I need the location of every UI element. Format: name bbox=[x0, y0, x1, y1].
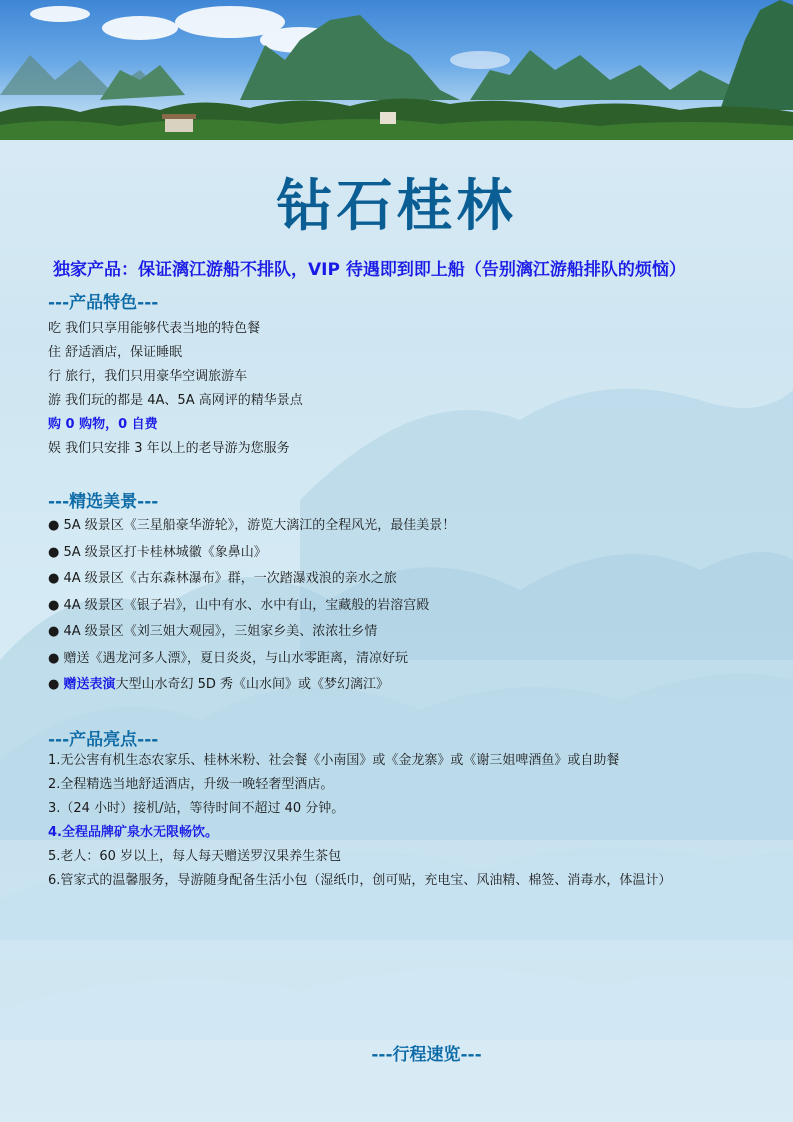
highlights-list bbox=[48, 749, 768, 893]
itinerary-heading: ---行程速览--- bbox=[371, 1045, 482, 1065]
highlights-heading: ---产品亮点--- bbox=[48, 730, 159, 750]
highlight-item-water: 4.全程品牌矿泉水无限畅饮。 bbox=[48, 825, 218, 840]
feature-item: 吃 我们只享用能够代表当地的特色餐 bbox=[48, 321, 261, 336]
highlight-item: 6.管家式的温馨服务，导游随身配备生活小包（湿纸巾，创可贴，充电宝、风油精、棉签、消毒水，体温计） bbox=[48, 873, 672, 888]
scenery-item: ● 5A 级景区《三星船豪华游轮》，游览大漓江的全程风光，最佳美景！ bbox=[48, 518, 456, 533]
page-title: 钻石桂林 bbox=[276, 174, 517, 239]
scenery-item: ● 赠送《遇龙河多人漂》，夏日炎炎，与山水零距离，清凉好玩 bbox=[48, 650, 408, 666]
feature-item: 行 旅行，我们只用豪华空调旅游车 bbox=[48, 369, 248, 384]
features-heading: ---产品特色--- bbox=[48, 293, 159, 313]
highlight-item: 2.全程精选当地舒适酒店，升级一晚轻奢型酒店。 bbox=[48, 777, 334, 792]
bullet: ● bbox=[48, 677, 64, 692]
feature-item: 住 舒适酒店，保证睡眠 bbox=[48, 345, 183, 360]
scenery-item: ● 4A 级景区《银子岩》，山中有水、水中有山，宝藏般的岩溶宫殿 bbox=[48, 597, 430, 613]
feature-item: 游 我们玩的都是 4A、5A 高网评的精华景点 bbox=[48, 393, 303, 408]
highlight-item: 5.老人：60 岁以上，每人每天赠送罗汉果养生茶包 bbox=[48, 849, 342, 864]
features-list bbox=[48, 317, 768, 461]
scenery-item: ● 4A 级景区《刘三姐大观园》，三姐家乡美、浓浓壮乡情 bbox=[48, 624, 378, 639]
scenery-heading: ---精选美景--- bbox=[48, 492, 159, 512]
scenery-item: ● 5A 级景区打卡桂林城徽《象鼻山》 bbox=[48, 544, 267, 560]
highlight-item: 3.（24 小时）接机/站，等待时间不超过 40 分钟。 bbox=[48, 801, 345, 816]
scenery-list bbox=[48, 513, 768, 699]
feature-item-shopping: 购 0 购物，0 自费 bbox=[48, 417, 158, 432]
scenery-item-show bbox=[48, 672, 768, 699]
show-description: 大型山水奇幻 5D 秀《山水间》或《梦幻漓江》 bbox=[115, 677, 390, 692]
highlight-item: 1.无公害有机生态农家乐、桂林米粉、社会餐《小南国》或《金龙寨》或《谢三姐啤酒鱼》或自助餐 bbox=[48, 753, 620, 768]
exclusive-product-banner: 独家产品：保证漓江游船不排队，VIP 待遇即到即上船（告别漓江游船排队的烦恼） bbox=[53, 260, 686, 280]
gift-show-highlight: 赠送表演 bbox=[63, 677, 116, 692]
scenery-item: ● 4A 级景区《古东森林瀑布》群，一次踏瀑戏浪的亲水之旅 bbox=[48, 571, 397, 586]
feature-item: 娱 我们只安排 3 年以上的老导游为您服务 bbox=[48, 441, 290, 456]
